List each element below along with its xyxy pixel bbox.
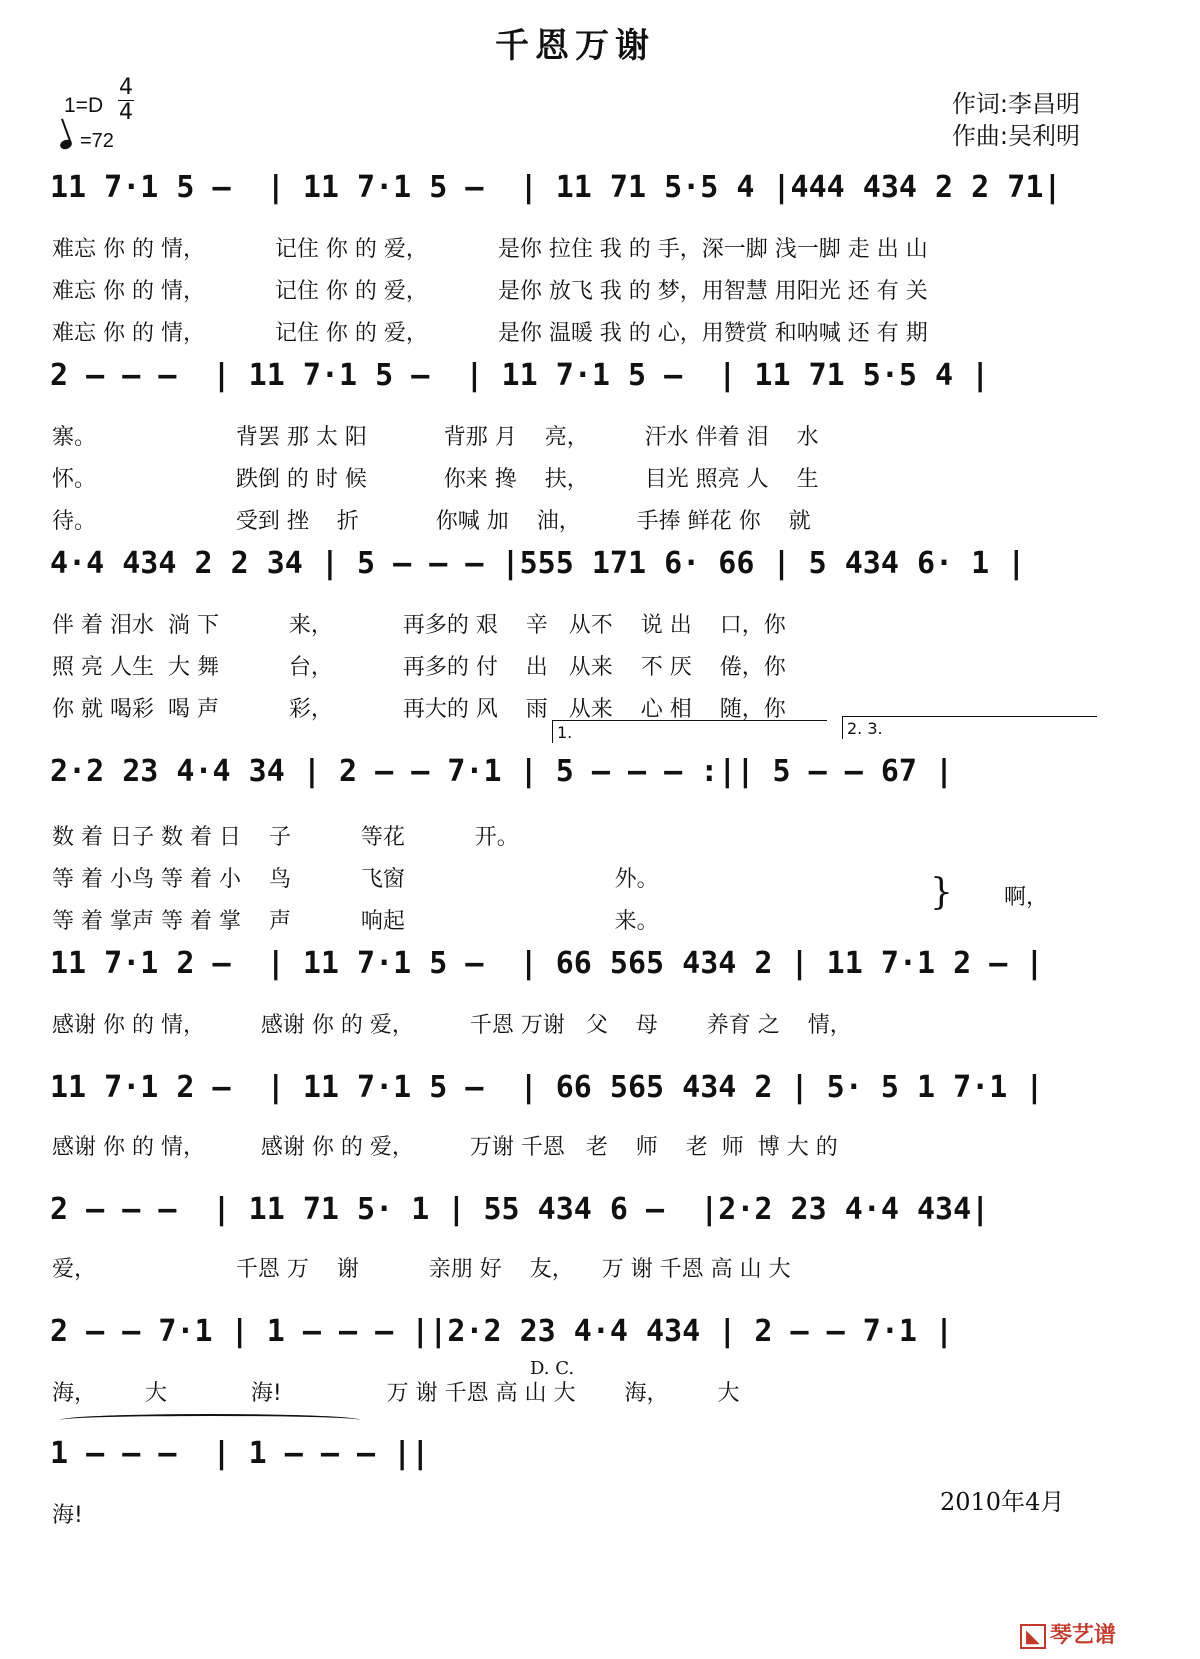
lyric-line: 海! [52,1503,83,1528]
score-row-notes: 11 7·1 5 – | 11 7·1 5 – | 11 71 5·5 4 |444 434 2 2 71| [50,170,1062,205]
quarter-note-icon [59,138,73,151]
lyricist-credit: 作词:李昌明 [951,90,1080,118]
lyric-line: 感谢 你 的 情， 感谢 你 的 爱， 千恩 万谢 父 母 养育 之 情， [52,1013,852,1038]
time-signature [118,76,134,125]
page-title: 千恩万谢 [495,26,655,66]
lyric-line: 难忘 你 的 情， 记住 你 的 爱， 是你 拉住 我 的 手，深一脚 浅一脚 走 出 山 [52,237,928,262]
lyric-line: 伴 着 泪水 淌 下 来， 再多的 艰 辛 从不 说 出 口，你 [52,613,786,638]
composition-date: 2010年4月 [940,1488,1065,1516]
score-row-3 [50,534,1110,594]
lyric-line: 海， 大 海! 万 谢 千恩 高 山 大 海， 大 [52,1381,740,1406]
volta-second-ending: 2. 3. [842,716,1097,739]
lyric-line: 等 着 掌声 等 着 掌 声 响起 来。 [52,909,659,934]
lyric-line: 爱， 千恩 万 谢 亲朋 好 友， 万 谢 千恩 高 山 大 [52,1257,791,1282]
score-row-notes: 2·2 23 4·4 34 | 2 – – 7·1 | 5 – – – :|| 5 – – 67 | [50,754,954,789]
lyric-line: 待。 受到 挫 折 你喊 加 油， 手捧 鲜花 你 就 [52,509,811,534]
composer-credit: 作曲:吴利明 [951,122,1080,150]
lyric-line: 怀。 跌倒 的 时 候 你来 搀 扶， 目光 照亮 人 生 [52,467,819,492]
score-row-notes: 4·4 434 2 2 34 | 5 – – – |555 171 6· 66 | 5 434 6· 1 | [50,546,1026,581]
tempo-marking [60,130,114,153]
score-row-5 [50,934,1110,994]
key-signature: 1=D [64,94,104,117]
lyric-line: 感谢 你 的 情， 感谢 你 的 爱， 万谢 千恩 老 师 老 师 博 大 的 [52,1135,838,1160]
score-row-6 [50,1058,1110,1118]
lyric-line: 照 亮 人生 大 舞 台， 再多的 付 出 从来 不 厌 倦，你 [52,655,786,680]
score-row-7 [50,1180,1110,1240]
score-row-notes: 2 – – – | 11 71 5· 1 | 55 434 6 – |2·2 23 4·4 434| [50,1192,990,1227]
volta-first-ending: 1. [552,720,827,743]
score-row-2 [50,346,1110,406]
da-capo-marking: D. C. [530,1358,575,1379]
lyric-line: 寨。 背罢 那 太 阳 背那 月 亮， 汗水 伴着 泪 水 [52,425,819,450]
score-row-1 [50,158,1110,218]
tempo-value: =72 [80,130,114,152]
score-row-4 [50,742,1110,802]
lyric-ah: 啊， [1004,885,1049,910]
lyric-brace: } [930,872,953,913]
lyric-line: 你 就 喝彩 喝 声 彩， 再大的 风 雨 从来 心 相 随，你 [52,697,786,722]
lyric-line: 难忘 你 的 情， 记住 你 的 爱， 是你 放飞 我 的 梦，用智慧 用阳光 还 有 关 [52,279,928,304]
logo-text: 琴艺谱 [1049,1623,1116,1648]
lyric-line: 难忘 你 的 情， 记住 你 的 爱， 是你 温暖 我 的 心，用赞赏 和呐喊 还 有 期 [52,321,928,346]
score-row-notes: 1 – – – | 1 – – – || [50,1436,430,1471]
score-row-notes: 2 – – 7·1 | 1 – – – ||2·2 23 4·4 434 | 2 – – 7·1 | [50,1314,954,1349]
score-row-9 [50,1424,1110,1484]
score-row-notes: 2 – – – | 11 7·1 5 – | 11 7·1 5 – | 11 71 5·5 4 | [50,358,990,393]
lyric-line: 等 着 小鸟 等 着 小 鸟 飞窗 外。 [52,867,659,892]
site-logo [1020,1618,1116,1649]
score-row-8 [50,1302,1110,1362]
time-signature-top: 4 [119,75,133,100]
logo-icon: ◣ [1020,1624,1046,1649]
lyric-line: 数 着 日子 数 着 日 子 等花 开。 [52,825,519,850]
score-row-notes: 11 7·1 2 – | 11 7·1 5 – | 66 565 434 2 | 5· 5 1 7·1 | [50,1070,1044,1105]
score-row-notes: 11 7·1 2 – | 11 7·1 5 – | 66 565 434 2 | 11 7·1 2 – | [50,946,1044,981]
time-signature-bottom: 4 [119,100,133,125]
